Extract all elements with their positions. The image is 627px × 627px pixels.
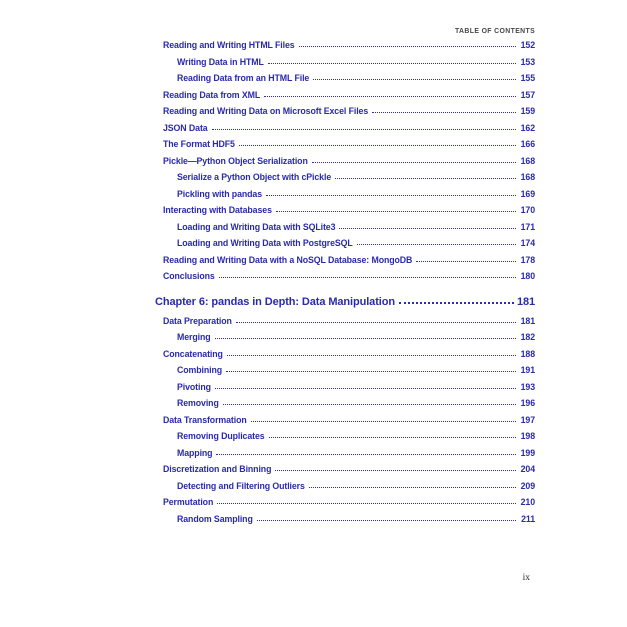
toc-entry-label: Random Sampling bbox=[177, 513, 253, 524]
toc-entry-label: Loading and Writing Data with SQLite3 bbox=[177, 221, 336, 232]
toc-entry[interactable] bbox=[155, 514, 535, 531]
toc-entry-label: Conclusions bbox=[163, 271, 215, 281]
toc-entry-label: Reading Data from an HTML File bbox=[177, 73, 310, 83]
toc-entry-page: 153 bbox=[520, 56, 535, 67]
toc-entry-label: Data Transformation bbox=[163, 414, 247, 425]
dotted-leader bbox=[236, 322, 516, 323]
dotted-leader bbox=[309, 487, 516, 488]
toc-entry-label: Reading and Writing HTML Files bbox=[163, 40, 295, 50]
dotted-leader bbox=[212, 129, 516, 130]
toc-entry-page: 211 bbox=[521, 513, 535, 524]
toc-entry-page: 181 bbox=[520, 315, 535, 326]
toc-entry[interactable] bbox=[155, 365, 535, 382]
toc-entry[interactable] bbox=[155, 415, 535, 432]
toc-entry[interactable] bbox=[155, 57, 535, 74]
dotted-leader bbox=[275, 470, 516, 471]
dotted-leader bbox=[257, 520, 516, 521]
toc-entry-page: 155 bbox=[520, 73, 535, 83]
dotted-leader bbox=[339, 228, 516, 229]
toc-entry-page: 171 bbox=[520, 221, 535, 232]
toc-entry[interactable] bbox=[155, 448, 535, 465]
toc-entry-label: Permutation bbox=[163, 497, 214, 507]
dotted-leader bbox=[226, 371, 516, 372]
toc-entry-page: 166 bbox=[520, 139, 535, 149]
toc-entry[interactable] bbox=[155, 222, 535, 239]
toc-entry[interactable] bbox=[155, 73, 535, 90]
toc-entry-label: Detecting and Filtering Outliers bbox=[177, 480, 305, 491]
toc-entry-page: 168 bbox=[520, 172, 535, 182]
toc-entry-label: Reading Data from XML bbox=[163, 89, 261, 100]
toc-entry-page: 182 bbox=[520, 332, 535, 342]
toc-entry-page: 168 bbox=[520, 155, 535, 166]
toc-entry[interactable] bbox=[155, 90, 535, 107]
toc-entry[interactable] bbox=[155, 40, 535, 57]
toc-entry[interactable] bbox=[155, 238, 535, 255]
toc-entry-page: 188 bbox=[520, 348, 535, 359]
toc-entry-label: Pickle—Python Object Serialization bbox=[163, 155, 308, 166]
dotted-leader bbox=[239, 145, 516, 146]
toc-entry-page: 196 bbox=[520, 398, 535, 408]
toc-entry-page: 198 bbox=[520, 431, 535, 441]
toc-entry-page: 193 bbox=[520, 381, 535, 392]
toc-entry-page: 197 bbox=[520, 414, 535, 425]
dotted-leader bbox=[266, 195, 516, 196]
toc-entry-page: 178 bbox=[520, 254, 535, 265]
dotted-leader bbox=[215, 388, 516, 389]
dotted-leader bbox=[312, 162, 516, 163]
toc-entry-page: 152 bbox=[520, 40, 535, 50]
toc-entry[interactable] bbox=[155, 189, 535, 206]
toc-entry[interactable] bbox=[155, 123, 535, 140]
toc-entry-page: 159 bbox=[520, 106, 535, 116]
dotted-leader bbox=[217, 503, 516, 504]
dotted-leader bbox=[219, 277, 516, 278]
toc-entry-label: Serialize a Python Object with cPickle bbox=[177, 172, 332, 182]
toc-entry-label: The Format HDF5 bbox=[163, 139, 235, 149]
toc-entry-page: 199 bbox=[520, 447, 535, 458]
running-header: TABLE OF CONTENTS bbox=[454, 26, 535, 35]
dotted-leader bbox=[269, 437, 516, 438]
toc-entry-label: Pivoting bbox=[177, 381, 211, 392]
toc-entry[interactable] bbox=[155, 398, 535, 415]
toc-entry-page: 169 bbox=[520, 188, 535, 199]
toc-entry-page: 157 bbox=[520, 89, 535, 100]
toc-entry-page: 180 bbox=[520, 271, 535, 281]
dotted-leader bbox=[299, 46, 516, 47]
dotted-leader bbox=[372, 112, 516, 113]
toc-entry-label: Concatenating bbox=[163, 348, 223, 359]
dotted-leader bbox=[216, 454, 516, 455]
toc-entry-label: Removing bbox=[177, 398, 219, 408]
toc-entry-label: Reading and Writing Data with a NoSQL Database: MongoDB bbox=[163, 254, 413, 265]
toc-entry-page: 204 bbox=[520, 464, 535, 474]
toc-entry-page: 210 bbox=[520, 497, 535, 507]
dotted-leader bbox=[313, 79, 516, 80]
dotted-leader bbox=[357, 244, 516, 245]
toc-entry[interactable] bbox=[155, 255, 535, 272]
toc-entry-label: Writing Data in HTML bbox=[177, 56, 264, 67]
toc-entry-label: Data Preparation bbox=[163, 315, 232, 326]
toc-entry-page: 181 bbox=[516, 295, 535, 308]
toc-entry-label: Pickling with pandas bbox=[177, 188, 263, 199]
toc-entry[interactable] bbox=[155, 382, 535, 399]
dotted-leader bbox=[215, 338, 516, 339]
dotted-leader bbox=[264, 96, 516, 97]
toc-entry-label: Interacting with Databases bbox=[163, 205, 272, 215]
toc-entry[interactable] bbox=[155, 497, 535, 514]
dotted-leader bbox=[416, 261, 516, 262]
toc-entry-label: Chapter 6: pandas in Depth: Data Manipulation bbox=[155, 295, 395, 308]
toc-entry-page: 174 bbox=[520, 238, 535, 248]
dotted-leader bbox=[399, 302, 514, 304]
toc-chapter-entry[interactable] bbox=[155, 296, 535, 316]
toc-entry-page: 209 bbox=[520, 480, 535, 491]
toc-entry-label: Merging bbox=[177, 332, 211, 342]
toc-entry[interactable] bbox=[155, 431, 535, 448]
toc-entry[interactable] bbox=[155, 156, 535, 173]
dotted-leader bbox=[268, 63, 516, 64]
toc-entry-label: Loading and Writing Data with PostgreSQL bbox=[177, 238, 353, 248]
dotted-leader bbox=[223, 404, 516, 405]
toc-entry-page: 170 bbox=[520, 205, 535, 215]
toc-entry-page: 162 bbox=[520, 122, 535, 133]
toc-entry[interactable] bbox=[155, 481, 535, 498]
dotted-leader bbox=[227, 355, 516, 356]
toc-entry-label: Mapping bbox=[177, 447, 213, 458]
toc-entry-label: JSON Data bbox=[163, 122, 208, 133]
toc-entry[interactable] bbox=[155, 172, 535, 189]
toc-entry[interactable] bbox=[155, 464, 535, 481]
dotted-leader bbox=[276, 211, 516, 212]
toc-entry-label: Reading and Writing Data on Microsoft Excel Files bbox=[163, 106, 369, 116]
toc-entry[interactable] bbox=[155, 205, 535, 222]
page-number-folio: ix bbox=[522, 573, 530, 583]
dotted-leader bbox=[251, 421, 516, 422]
toc-entry[interactable] bbox=[155, 271, 535, 288]
toc-entry-label: Removing Duplicates bbox=[177, 431, 265, 441]
toc-entry[interactable] bbox=[155, 332, 535, 349]
toc-entry-label: Combining bbox=[177, 365, 223, 375]
toc-entry[interactable] bbox=[155, 139, 535, 156]
dotted-leader bbox=[335, 178, 516, 179]
toc-entry[interactable] bbox=[155, 106, 535, 123]
toc-entry[interactable] bbox=[155, 316, 535, 333]
toc-entry-page: 191 bbox=[520, 365, 535, 375]
toc-entry-label: Discretization and Binning bbox=[163, 464, 272, 474]
table-of-contents bbox=[155, 40, 535, 530]
toc-entry[interactable] bbox=[155, 349, 535, 366]
